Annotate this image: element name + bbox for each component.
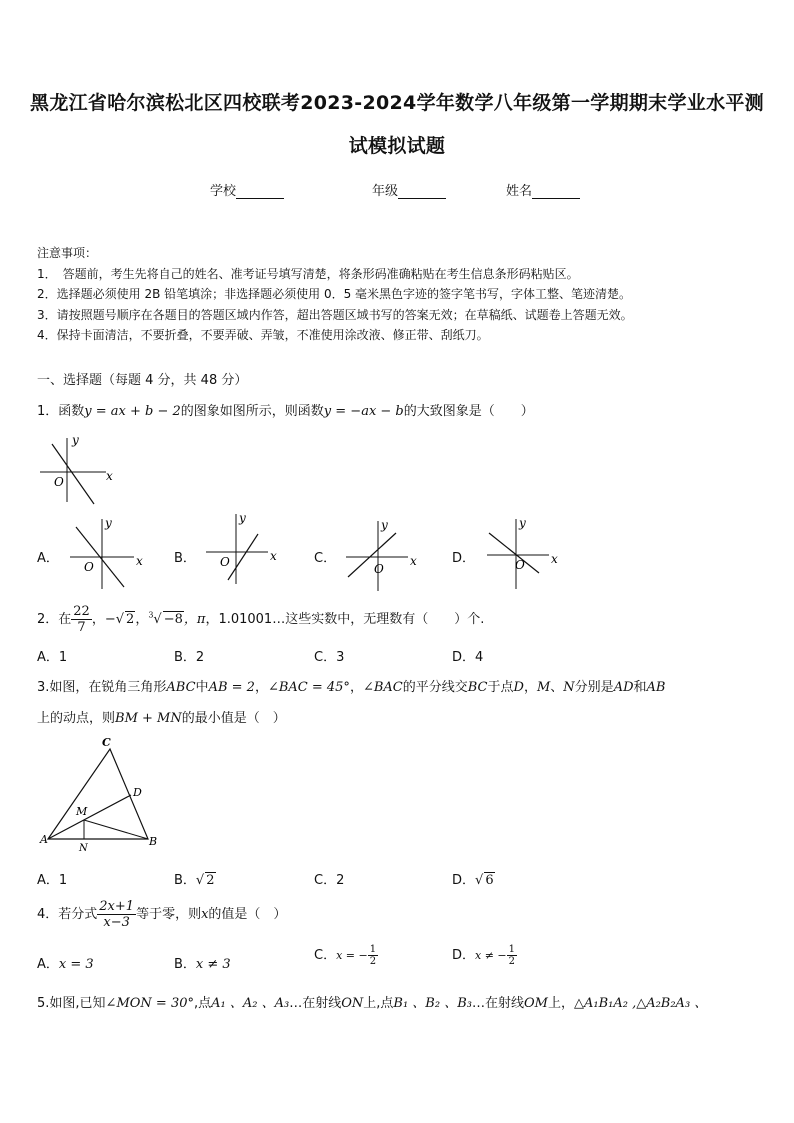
- svg-text:D: D: [133, 786, 142, 799]
- q1-option-c-label[interactable]: C．: [314, 551, 337, 566]
- q3-option-a[interactable]: A．1: [37, 873, 68, 888]
- page-title-line1: 黑龙江省哈尔滨松北区四校联考2023-2024学年数学八年级第一学期期末学业水平测: [30, 92, 764, 114]
- question-2-stem: 2．在 $\frac{22}{7}$ ，−√ 2，$^3$√ −8，π，1.01001…这些实数中，无理数有（ ）个.: [37, 604, 485, 635]
- q3-triangle-figure: [38, 735, 168, 855]
- q1-func1: y = ax + b − 2: [84, 404, 181, 419]
- q1-option-d-graph[interactable]: [483, 513, 568, 593]
- svg-text:x: x: [551, 552, 558, 566]
- q1-option-b-label[interactable]: B．: [174, 551, 196, 566]
- svg-text:y: y: [381, 518, 388, 532]
- svg-text:O: O: [220, 555, 230, 569]
- sqrt-symbol: √: [115, 612, 125, 627]
- q4-option-b[interactable]: B．x ≠ 3: [174, 957, 231, 972]
- q2-option-d[interactable]: D．4: [452, 650, 484, 665]
- question-4-stem: 4．若分式 $\frac{2x+1}{x-3}$ 等于零，则x的值是（ ）: [37, 899, 287, 930]
- school-blank[interactable]: [236, 184, 284, 199]
- q2-option-c[interactable]: C．3: [314, 650, 345, 665]
- svg-text:O: O: [374, 562, 384, 576]
- page-title-line2: 试模拟试题: [348, 135, 446, 157]
- svg-text:O: O: [54, 475, 64, 489]
- note-item: 4．保持卡面清洁，不要折叠，不要弄破、弄皱，不准使用涂改液、修正带、刮纸刀。: [37, 328, 489, 343]
- svg-text:M: M: [76, 805, 88, 818]
- q3-option-d[interactable]: D．√ 6: [452, 873, 494, 888]
- svg-text:x: x: [136, 554, 143, 568]
- school-label: 学校: [210, 184, 237, 199]
- note-item: 1． 答题前，考生先将自己的姓名、准考证号填写清楚，将条形码准确粘贴在考生信息条形码粘贴区。: [37, 266, 579, 281]
- q2-sqrt2: 2: [126, 612, 135, 627]
- q1-option-a-graph[interactable]: [62, 513, 152, 593]
- svg-text:x: x: [106, 469, 113, 483]
- q2-fraction: $\frac{22}{7}$: [73, 604, 90, 635]
- notes-block: [37, 243, 633, 346]
- svg-text:y: y: [72, 433, 79, 447]
- q4-option-c[interactable]: C．x = − $\frac{1}{2}$: [314, 944, 377, 967]
- q4-option-a[interactable]: A．x = 3: [37, 957, 94, 972]
- section-heading: 一、选择题（每题 4 分，共 48 分）: [37, 373, 248, 388]
- note-item: 2．选择题必须使用 2B 铅笔填涂；非选择题必须使用 0．5 毫米黑色字迹的签字笔书写，字体工整、笔迹清楚。: [37, 287, 632, 302]
- svg-text:y: y: [239, 511, 246, 525]
- q1-option-c-graph[interactable]: [342, 515, 427, 595]
- svg-text:y: y: [519, 516, 526, 530]
- svg-text:B: B: [149, 835, 158, 848]
- name-blank[interactable]: [532, 184, 580, 199]
- grade-label: 年级: [372, 184, 399, 199]
- q3-option-b[interactable]: B．√ 2: [174, 873, 215, 888]
- question-1-stem: 1．函数y = ax + b − 2的图象如图所示，则函数y = −ax − b的大致图象是（ ）: [37, 404, 534, 419]
- question-5-stem: 5.如图,已知∠MON = 30°,点A₁ 、A₂ 、A₃…在射线ON上,点B₁ 、B₂ 、B₃…在射线OM上，△A₁B₁A₂ ,△A₂B₂A₃ 、: [37, 996, 708, 1011]
- q4-fraction: $\frac{2x+1}{x-3}$: [99, 899, 135, 930]
- cbrt-symbol: √: [153, 612, 162, 627]
- name-label: 姓名: [506, 184, 533, 199]
- q4-option-d[interactable]: D．x ≠ − $\frac{1}{2}$: [452, 944, 516, 967]
- svg-text:x: x: [410, 554, 417, 568]
- question-3-stem-line1: 3.如图，在锐角三角形ABC中AB = 2，∠BAC = 45°，∠BAC的平分线交BC于点D，M、N分别是AD和AB: [37, 680, 666, 695]
- q1-option-a-label[interactable]: A．: [37, 551, 59, 566]
- grade-blank[interactable]: [398, 184, 446, 199]
- q2-option-a[interactable]: A．1: [37, 650, 68, 665]
- q3-option-c[interactable]: C．2: [314, 873, 345, 888]
- q1-option-d-label[interactable]: D．: [452, 551, 476, 566]
- svg-text:A: A: [40, 833, 48, 846]
- svg-text:x: x: [270, 549, 277, 563]
- grade-field[interactable]: [372, 180, 446, 199]
- q2-cbrt: −8: [163, 612, 183, 627]
- q1-option-b-graph[interactable]: [202, 510, 287, 590]
- q2-option-b[interactable]: B．2: [174, 650, 205, 665]
- svg-text:O: O: [515, 558, 525, 572]
- question-3-stem-line2: 上的动点，则BM + MN的最小值是（ ）: [37, 711, 286, 726]
- note-item: 3．请按照题号顺序在各题目的答题区域内作答，超出答题区域书写的答案无效；在草稿纸、试题卷上答题无效。: [37, 307, 633, 322]
- svg-text:O: O: [84, 560, 94, 574]
- svg-text:C: C: [102, 736, 111, 749]
- school-field[interactable]: [210, 180, 284, 199]
- q1-given-graph: [38, 432, 118, 510]
- name-field[interactable]: [506, 180, 580, 199]
- svg-text:N: N: [79, 843, 88, 854]
- svg-text:y: y: [105, 516, 112, 530]
- q1-func2: y = −ax − b: [323, 404, 404, 419]
- notes-heading: 注意事项：: [37, 246, 98, 260]
